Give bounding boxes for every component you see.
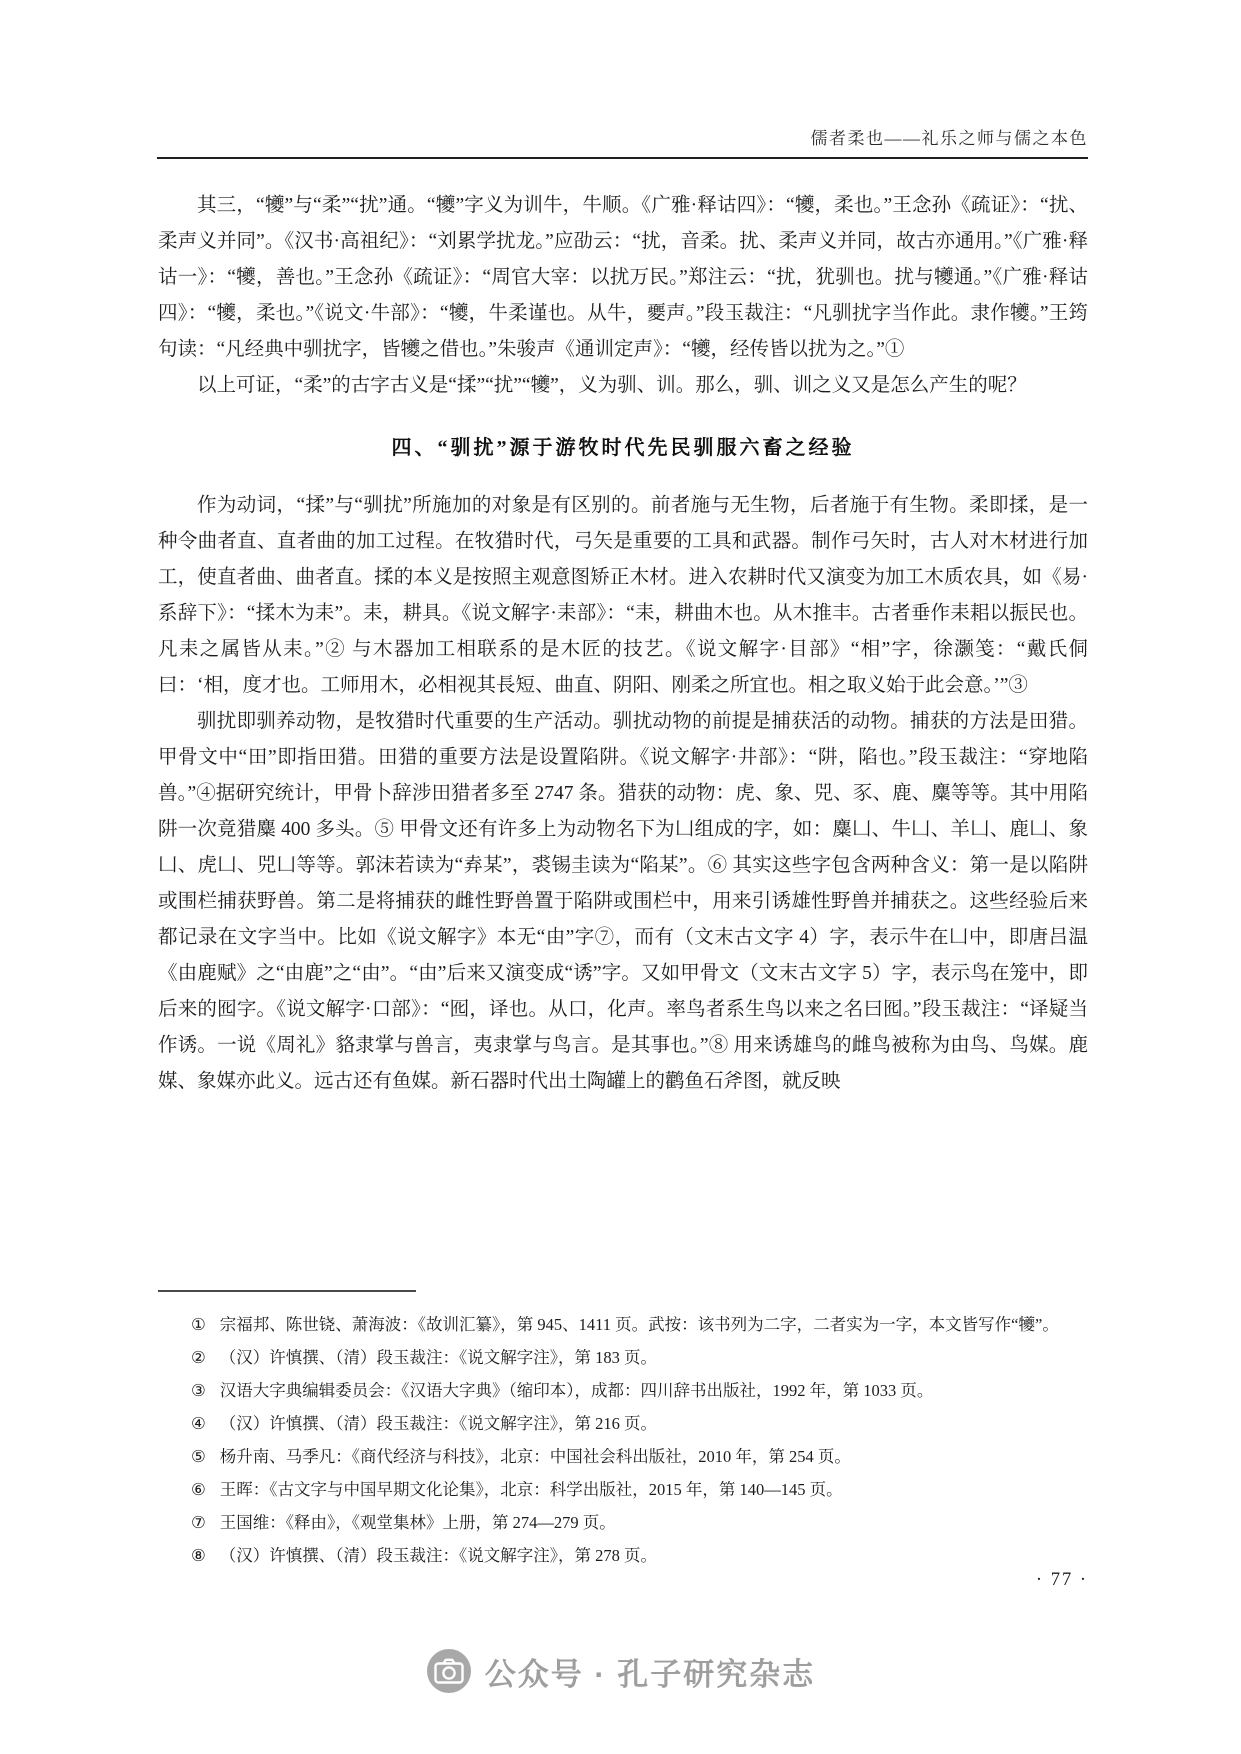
- page-body: [158, 188, 1088, 1100]
- footnote-item: [158, 1407, 1088, 1440]
- footnote-text: （汉）许慎撰、（清）段玉裁注：《说文解字注》，第 216 页。: [219, 1414, 658, 1433]
- page-number: · 77 ·: [1035, 1570, 1088, 1590]
- watermark: [0, 1648, 1241, 1694]
- footnote-item: [158, 1440, 1088, 1473]
- footnote-item: [158, 1374, 1088, 1407]
- body-paragraph: 驯扰即驯养动物，是牧猎时代重要的生产活动。驯扰动物的前提是捕获活的动物。捕获的方法是田猎。甲骨文中“田”即指田猎。田猎的重要方法是设置陷阱。《说文解字·井部》：“阱，陷也。”段玉裁注：“穿地陷兽。”④据研究统计，甲骨卜辞涉田猎者多至 2747 条。猎获的动物：虎、象、兕、豕、鹿、麋等等。其中用陷阱一次竟猎麋 400 多头。⑤ 甲骨文还有许多上为动物名下为凵组成的字，如：麋凵、牛凵、羊凵、鹿凵、象凵、虎凵、兕凵等等。郭沫若读为“弆某”，裘锡圭读为“陷某”。⑥ 其实这些字包含两种含义：第一是以陷阱或围栏捕获野兽。第二是将捕获的雌性野兽置于陷阱或围栏中，用来引诱雄性野兽并捕获之。这些经验后来都记录在文字当中。比如《说文解字》本无“由”字⑦，而有（文末古文字 4）字，表示牛在凵中，即唐吕温《由鹿赋》之“由鹿”之“由”。“由”后来又演变成“诱”字。又如甲骨文（文末古文字 5）字，表示鸟在笼中，即后来的囮字。《说文解字·口部》：“囮，译也。从口，化声。率鸟者系生鸟以来之名曰囮。”段玉裁注：“译疑当作诱。一说《周礼》貉隶掌与兽言，夷隶掌与鸟言。是其事也。”⑧ 用来诱雄鸟的雌鸟被称为由鸟、鸟媒。鹿媒、象媒亦此义。远古还有鱼媒。新石器时代出土陶罐上的鹳鱼石斧图，就反映: [158, 711, 1088, 1092]
- footnote-marker: ⑧: [191, 1546, 206, 1565]
- footnote-text: 杨升南、马季凡：《商代经济与科技》，北京：中国社会科出版社，2010 年，第 254 页。: [219, 1447, 851, 1466]
- footnote-text: 王晖：《古文字与中国早期文化论集》，北京：科学出版社，2015 年，第 140—145 页。: [219, 1480, 843, 1499]
- footnote-text: 汉语大字典编辑委员会：《汉语大字典》（缩印本），成都：四川辞书出版社，1992 年，第 1033 页。: [219, 1381, 934, 1400]
- body-paragraph: 其三，“犪”与“柔”“扰”通。“犪”字义为训牛，牛顺。《广雅·释诂四》：“犪，柔也。”王念孙《疏证》：“扰、柔声义并同”。《汉书·高祖纪》：“刘累学扰龙。”应劭云：“扰，音柔。扰、柔声义并同，故古亦通用。”《广雅·释诂一》：“犪，善也。”王念孙《疏证》：“周官大宰：以扰万民。”郑注云：“扰，犹驯也。扰与犪通。”《广雅·释诂四》：“犪，柔也。”《说文·牛部》：“犪，牛柔谨也。从牛，夒声。”段玉裁注：“凡驯扰字当作此。隶作犪。”王筠句读：“凡经典中驯扰字，皆犪之借也。”朱骏声《通训定声》：“犪，经传皆以扰为之。”①: [158, 195, 1088, 360]
- header-rule: [157, 157, 1088, 159]
- footnote-text: （汉）许慎撰、（清）段玉裁注：《说文解字注》，第 278 页。: [219, 1546, 658, 1565]
- footnote-marker: ⑤: [191, 1447, 206, 1466]
- footnote-item: [158, 1308, 1088, 1341]
- footnote-marker: ⑥: [191, 1480, 206, 1499]
- body-paragraph: 以上可证，“柔”的古字古义是“揉”“扰”“犪”，义为驯、训。那么，驯、训之义又是怎么产生的呢？: [197, 375, 1027, 396]
- footnote-text: 宗福邦、陈世铙、萧海波：《故训汇纂》，第 945、1411 页。武按：该书列为二字，二者实为一字，本文皆写作“犪”。: [219, 1315, 1059, 1334]
- footnote-marker: ③: [191, 1381, 206, 1400]
- footnote-item: [158, 1506, 1088, 1539]
- footnote-text: 王国维：《释由》，《观堂集林》上册，第 274—279 页。: [219, 1513, 616, 1532]
- body-paragraph: 作为动词，“揉”与“驯扰”所施加的对象是有区别的。前者施与无生物，后者施于有生物。柔即揉，是一种令曲者直、直者曲的加工过程。在牧猎时代，弓矢是重要的工具和武器。制作弓矢时，古人对木材进行加工，使直者曲、曲者直。揉的本义是按照主观意图矫正木材。进入农耕时代又演变为加工木质农具，如《易·系辞下》：“揉木为耒”。耒，耕具。《说文解字·耒部》：“耒，耕曲木也。从木推丰。古者垂作耒耜以振民也。凡耒之属皆从耒。”② 与木器加工相联系的是木匠的技艺。《说文解字·目部》“相”字，徐灏笺：“戴氏侗曰：‘相，度才也。工师用木，必相视其長短、曲直、阴阳、刚柔之所宜也。相之取义始于此会意。’”③: [158, 495, 1088, 696]
- footnote-marker: ⑦: [191, 1513, 206, 1532]
- footnote-item: [158, 1539, 1088, 1572]
- footnote-section: [158, 1290, 1088, 1572]
- footnote-text: （汉）许慎撰、（清）段玉裁注：《说文解字注》，第 183 页。: [219, 1348, 658, 1367]
- section-heading: 四、“驯扰”源于游牧时代先民驯服六畜之经验: [391, 437, 855, 459]
- footnote-item: [158, 1473, 1088, 1506]
- camera-icon: [426, 1648, 472, 1694]
- footnote-item: [158, 1341, 1088, 1374]
- footnote-separator: [158, 1290, 416, 1292]
- footnote-marker: ①: [191, 1315, 206, 1334]
- watermark-text: 公众号 · 孔子研究杂志: [484, 1656, 816, 1692]
- running-title: 儒者柔也——礼乐之师与儒之本色: [810, 129, 1088, 148]
- footnote-marker: ②: [191, 1348, 206, 1367]
- footnote-marker: ④: [191, 1414, 206, 1433]
